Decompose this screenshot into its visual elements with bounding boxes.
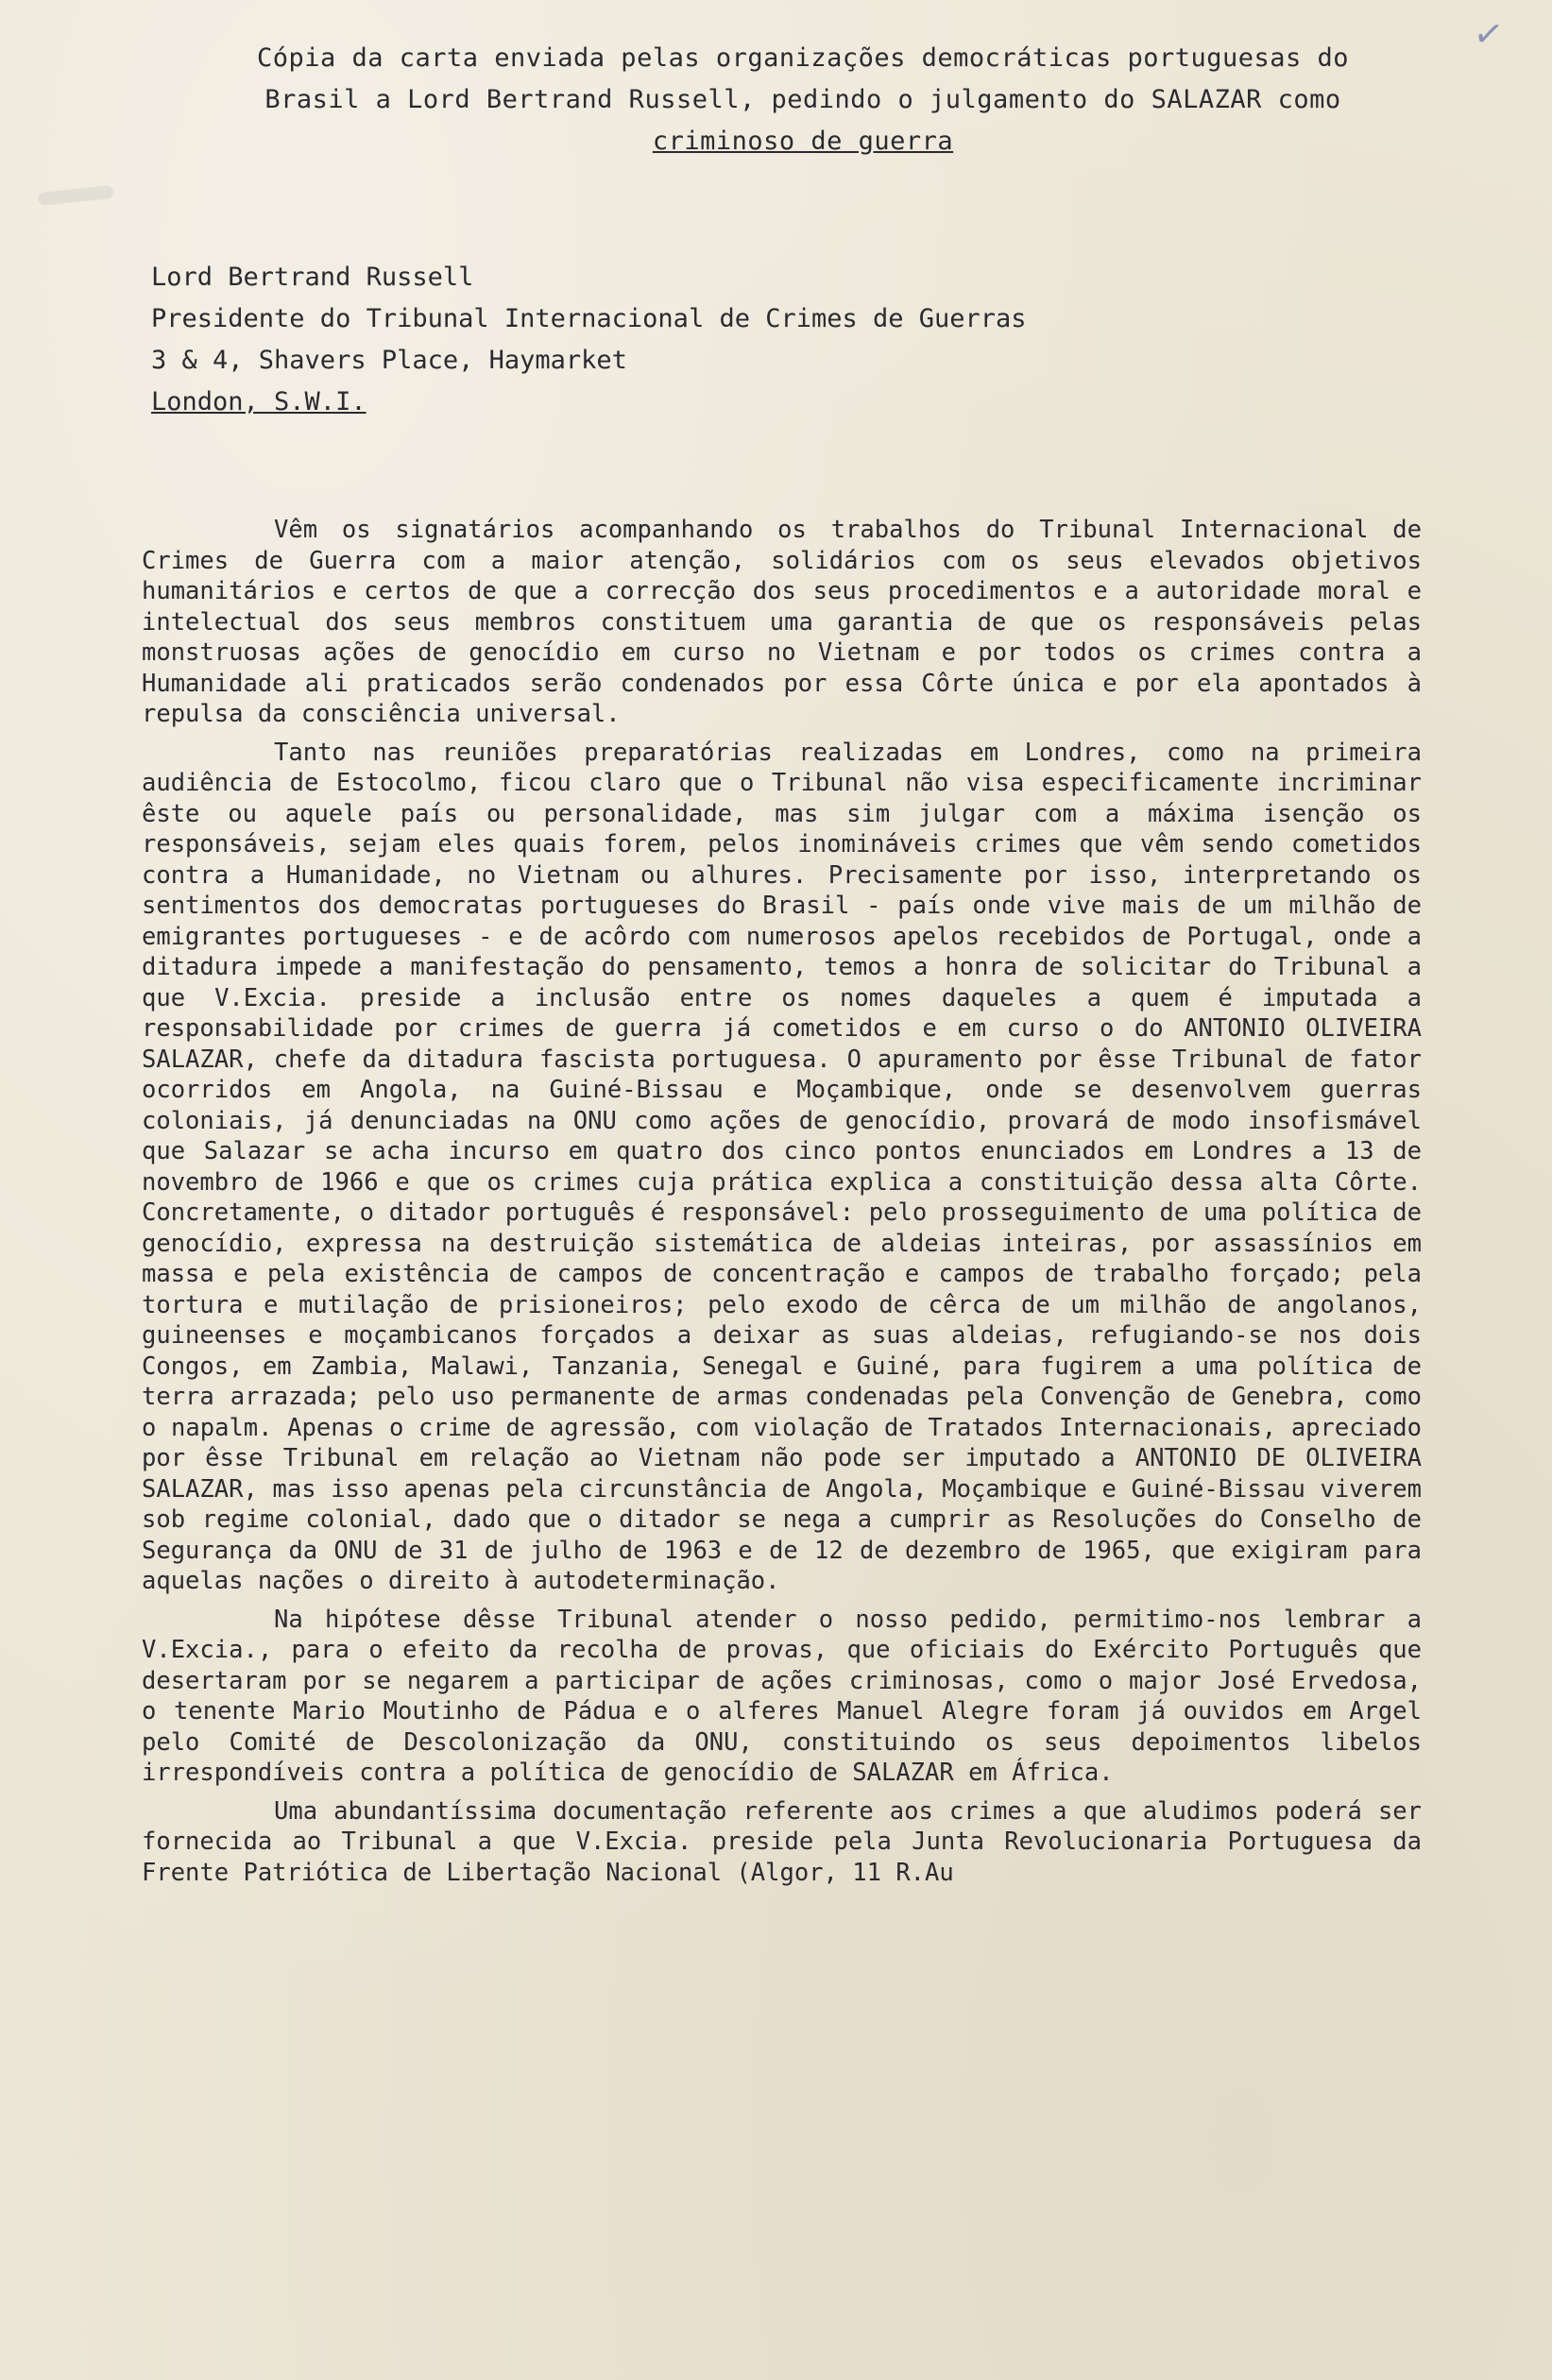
addressee-block	[151, 257, 1027, 423]
paragraph-2: Tanto nas reuniões preparatórias realizadas em Londres, como na primeira audiência de Estocolmo, ficou claro que o Tribunal não visa especificamente incriminar êste ou aquele país ou personalidade, mas sim julgar com a máxima isenção os responsáveis, sejam eles quais forem, pelos inomináveis crimes que vêm sendo cometidos contra a Humanidade, no Vietnam ou alhures. Precisamente por isso, interpretando os sentimentos dos democratas portugueses do Brasil - país onde vive mais de um milhão de emigrantes portugueses - e de acôrdo com numerosos apelos recebidos de Portugal, onde a ditadura impede a manifestação do pensamento, temos a honra de solicitar do Tribunal a que V.Excia. preside a inclusão entre os nomes daqueles a quem é imputada a responsabilidade por crimes de guerra já cometidos e em curso o do ANTONIO OLIVEIRA SALAZAR, chefe da ditadura fascista portuguesa. O apuramento por êsse Tribunal de fator ocorridos em Angola, na Guiné-Bissau e Moçambique, onde se desenvolvem guerras coloniais, já denunciadas na ONU como ações de genocídio, provará de modo insofismável que Salazar se acha incurso em quatro dos cinco pontos enunciados em Londres a 13 de novembro de 1966 e que os crimes cuja prática explica a constituição dessa alta Côrte. Concretamente, o ditador português é responsável: pelo prosseguimento de uma política de genocídio, expressa na destruição sistemática de aldeias inteiras, por assassínios em massa e pela existência de campos de concentração e campos de trabalho forçado; pela tortura e mutilação de prisioneiros; pelo exodo de cêrca de um milhão de angolanos, guineenses e moçambicanos forçados a deixar as suas aldeias, refugiando-se nos dois Congos, em Zambia, Malawi, Tanzania, Senegal e Guiné, para fugirem a uma política de terra arrazada; pelo uso permanente de armas condenadas pela Convenção de Genebra, como o napalm. Apenas o crime de agressão, com violação de Tratados Internacionais, apreciado por êsse Tribunal em relação ao Vietnam não pode ser imputado a ANTONIO DE OLIVEIRA SALAZAR, mas isso apenas pela circunstância de Angola, Moçambique e Guiné-Bissau viverem sob regime colonial, dado que o ditador se nega a cumprir as Resoluções do Conselho de Segurança da ONU de 31 de julho de 1963 e de 12 de dezembro de 1965, que exigiram para aquelas nações o direito à autodeterminação.	[142, 738, 1422, 1595]
paragraph-4: Uma abundantíssima documentação referente aos crimes a que aludimos poderá ser fornecida ao Tribunal a que V.Excia. preside pela Junta Revolucionaria Portuguesa da Frente Patriótica de Libertação Nacional (Algor, 11 R.Au	[142, 1796, 1422, 1887]
paragraph-3: Na hipótese dêsse Tribunal atender o nosso pedido, permitimo-nos lembrar a V.Excia., para o efeito da recolha de provas, que oficiais do Exército Português que desertaram por se negarem a participar de ações criminosas, como o major José Ervedosa, o tenente Mario Moutinho de Pádua e o alferes Manuel Alegre foram já ouvidos em Argel pelo Comité de Descolonização da ONU, constituindo os seus depoimentos libelos irrespondíveis contra a política de genocídio de SALAZAR em África.	[142, 1605, 1422, 1787]
handwritten-check-icon: ✓	[1471, 10, 1507, 58]
heading-line-2: Brasil a Lord Bertrand Russell, pedindo o julgamento do SALAZAR como	[264, 85, 1341, 114]
addressee-name: Lord Bertrand Russell	[151, 263, 474, 292]
addressee-street: 3 & 4, Shavers Place, Haymarket	[151, 346, 627, 375]
addressee-title: Presidente do Tribunal Internacional de Crimes de Guerras	[151, 304, 1027, 333]
heading-line-1: Cópia da carta enviada pelas organizações democráticas portuguesas do	[256, 43, 1350, 73]
letter-body	[142, 515, 1422, 1896]
document-heading	[189, 38, 1417, 162]
heading-line-3: criminoso de guerra	[652, 127, 954, 156]
paragraph-1: Vêm os signatários acompanhando os trabalhos do Tribunal Internacional de Crimes de Guerra com a maior atenção, solidários com os seus elevados objetivos humanitários e certos de que a correcção dos seus procedimentos e a autoridade moral e intelectual dos seus membros constituem uma garantia de que os responsáveis pelas monstruosas ações de genocídio em curso no Vietnam e por todos os crimes contra a Humanidade ali praticados serão condenados por essa Côrte única e por ela apontados à repulsa da consciência universal.	[142, 516, 1422, 728]
paper-smudge	[37, 185, 113, 206]
addressee-city: London, S.W.I.	[151, 387, 367, 416]
